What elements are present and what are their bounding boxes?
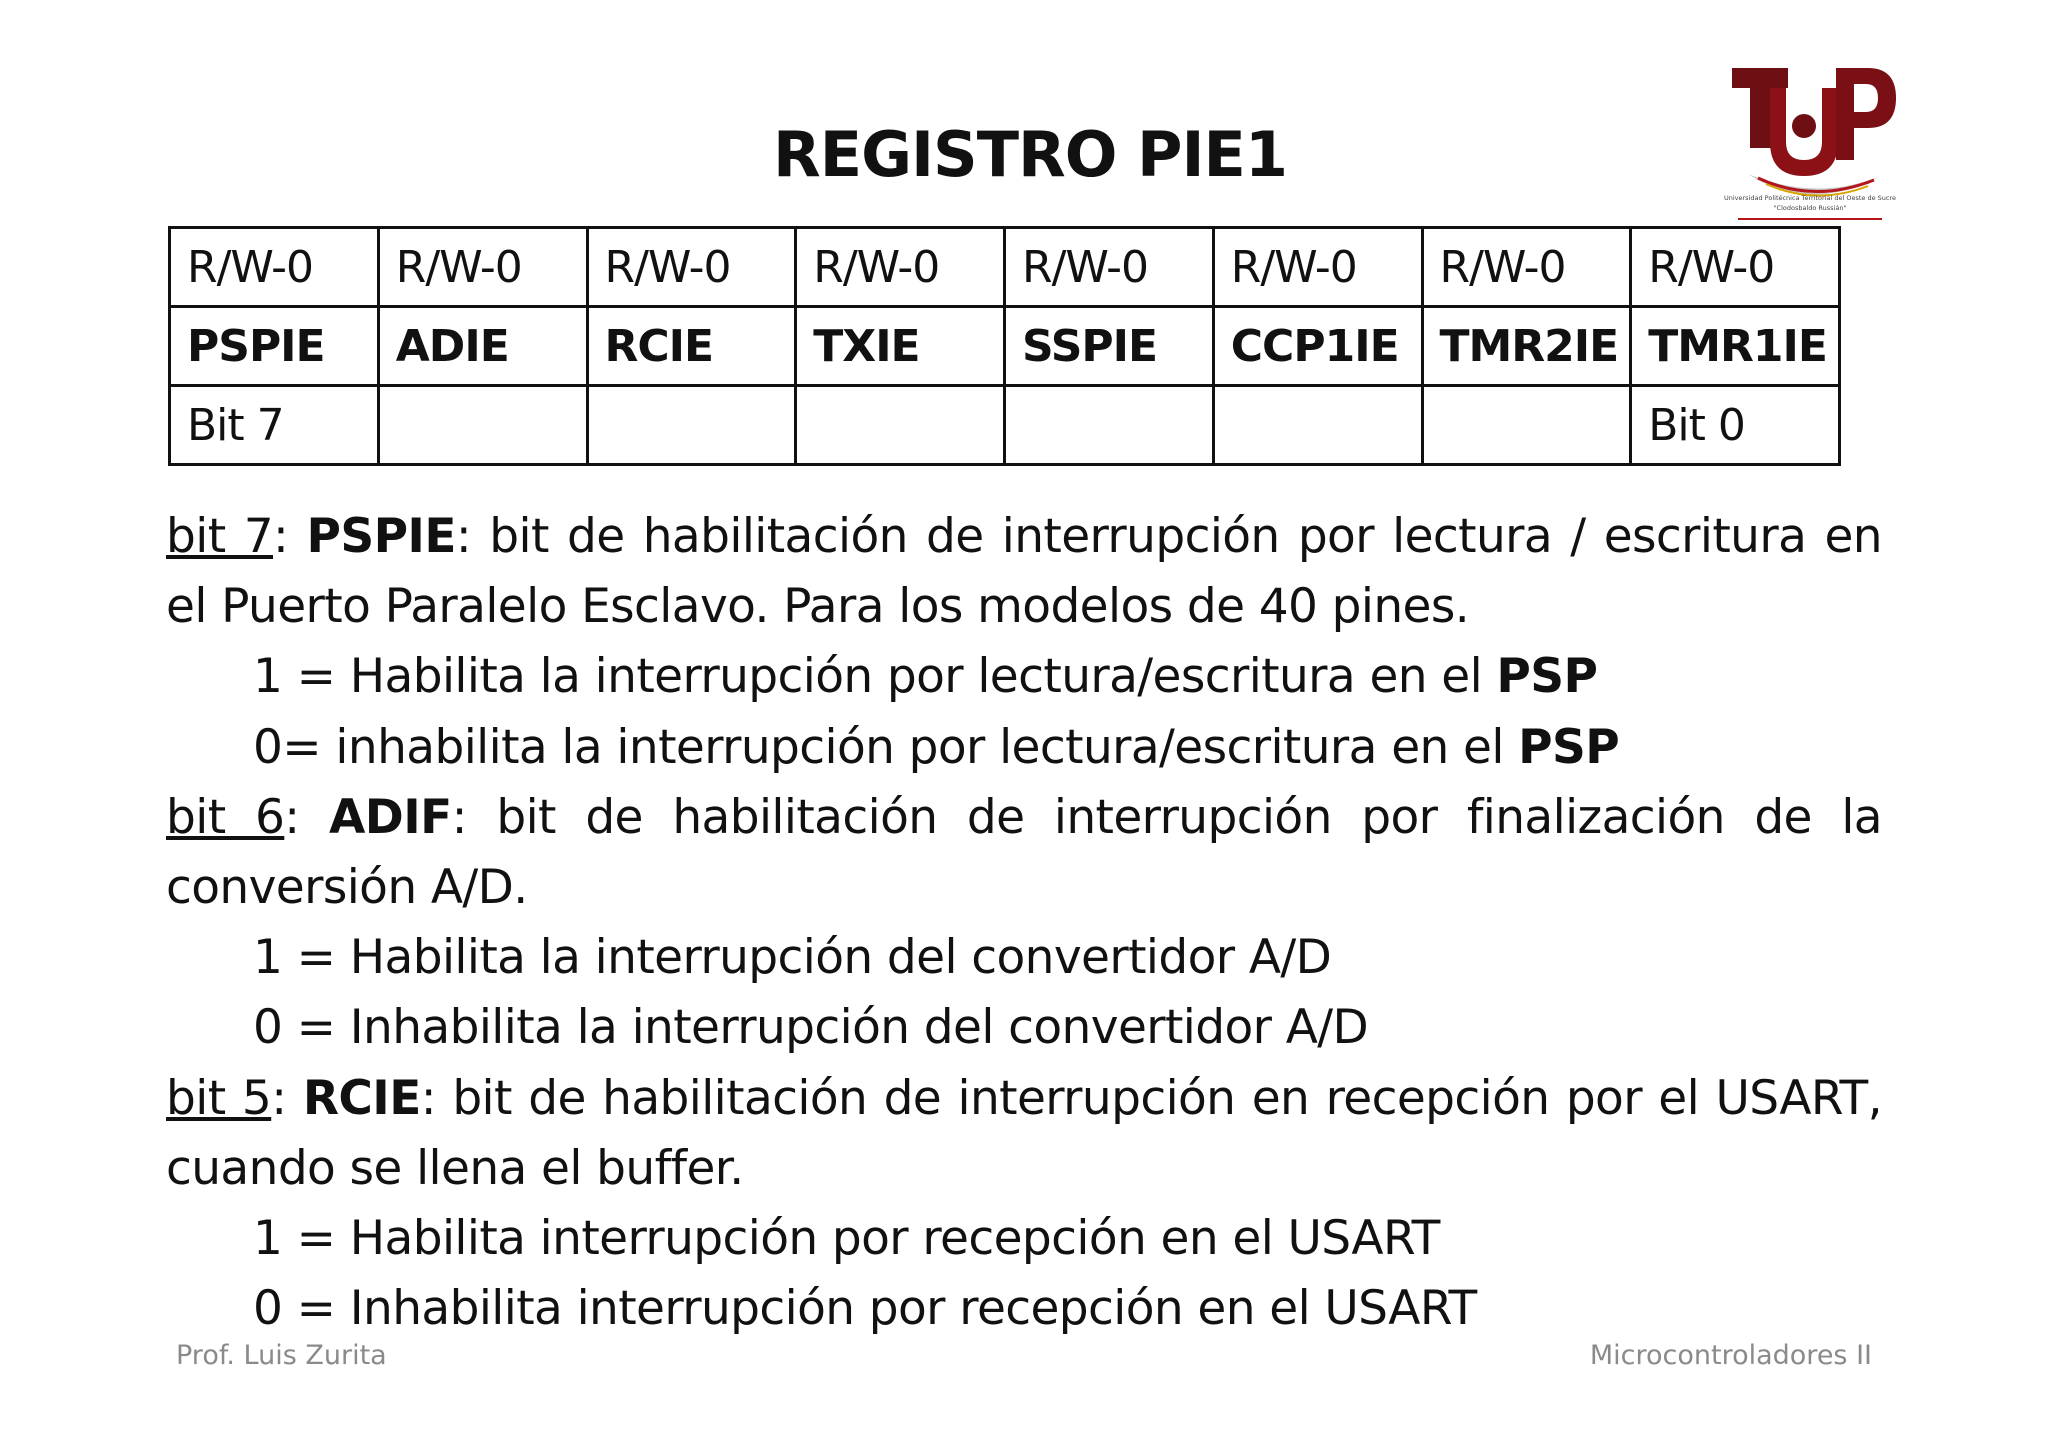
bit-name-row [170, 307, 1840, 386]
bit-number-cell: Bit 0 [1631, 386, 1840, 465]
logo-name-line1: Universidad Politécnica Territorial del Oeste de Sucre [1723, 194, 1897, 202]
bit-option [166, 1204, 1882, 1274]
bit-option-text: 0= inhabilita la interrupción por lectura/escritura en el [253, 719, 1519, 775]
access-cell: R/W-0 [796, 228, 1005, 307]
bit-number-cell [796, 386, 1005, 465]
bit-separator: : [284, 789, 300, 845]
bit-description-text: : bit de habilitación de interrupción en recepción por el USART, cuando se llena el buffer. [166, 1070, 1882, 1196]
bit-name-cell: ADIE [378, 307, 587, 386]
logo-name-line2: "Clodosbaldo Russián" [1773, 204, 1847, 212]
bit-separator: : [273, 509, 289, 564]
bit-number-cell [587, 386, 796, 465]
bit-option [166, 923, 1882, 993]
bit-option [166, 713, 1882, 783]
bit-description [166, 1064, 1882, 1204]
bit-option-text: 1 = Habilita la interrupción por lectura/escritura en el [253, 649, 1497, 705]
bit-number-row [170, 386, 1840, 465]
bit-descriptions [166, 502, 1882, 1344]
slide-title: REGISTRO PIE1 [772, 118, 1288, 191]
bit-label: bit 5 [166, 1070, 272, 1126]
bit-label: bit 7 [166, 509, 274, 564]
bit-number-cell [1422, 386, 1631, 465]
bit-number-cell [378, 386, 587, 465]
bit-number-cell: Bit 7 [170, 386, 379, 465]
register-table [168, 226, 1841, 466]
access-cell: R/W-0 [170, 228, 379, 307]
bit-label: bit 6 [166, 789, 285, 845]
access-cell: R/W-0 [587, 228, 796, 307]
bit-option [166, 642, 1882, 712]
bit-description-text: : bit de habilitación de interrupción por lectura / escritura en el Puerto Paralelo Esclavo. Para los modelos de 40 pines. [166, 509, 1882, 635]
access-row [170, 228, 1840, 307]
access-cell: R/W-0 [1422, 228, 1631, 307]
bit-name: PSPIE [306, 509, 456, 564]
bit-name: RCIE [302, 1070, 421, 1126]
bit-name-cell: TMR1IE [1631, 307, 1840, 386]
bit-number-cell [1005, 386, 1214, 465]
bit-number-cell [1213, 386, 1422, 465]
bit-description-text: : bit de habilitación de interrupción por finalización de la conversión A/D. [166, 789, 1882, 916]
bit-option-bold: PSP [1518, 719, 1620, 775]
bit-option-text: 0 = Inhabilita la interrupción del convertidor A/D [253, 1000, 1369, 1056]
bit-name-cell: RCIE [587, 307, 796, 386]
access-cell: R/W-0 [1213, 228, 1422, 307]
bit-description [166, 502, 1882, 642]
bit-name-cell: PSPIE [170, 307, 379, 386]
bit-option [166, 993, 1882, 1063]
bit-option-text: 1 = Habilita la interrupción del convertidor A/D [253, 930, 1332, 986]
bit-name-cell: TXIE [796, 307, 1005, 386]
bit-name: ADIF [329, 789, 452, 845]
footer-author: Prof. Luis Zurita [176, 1340, 387, 1371]
access-cell: R/W-0 [378, 228, 587, 307]
university-logo [1718, 64, 1902, 230]
bit-name-cell: CCP1IE [1213, 307, 1422, 386]
bit-option-text: 1 = Habilita interrupción por recepción en el USART [253, 1211, 1440, 1267]
bit-name-cell: SSPIE [1005, 307, 1214, 386]
bit-separator: : [271, 1070, 287, 1126]
bit-option [166, 1274, 1882, 1344]
footer-course: Microcontroladores II [1589, 1340, 1872, 1371]
access-cell: R/W-0 [1631, 228, 1840, 307]
access-cell: R/W-0 [1005, 228, 1214, 307]
bit-option-text: 0 = Inhabilita interrupción por recepción en el USART [253, 1281, 1477, 1337]
bit-option-bold: PSP [1496, 649, 1598, 705]
bit-name-cell: TMR2IE [1422, 307, 1631, 386]
bit-description [166, 783, 1882, 923]
